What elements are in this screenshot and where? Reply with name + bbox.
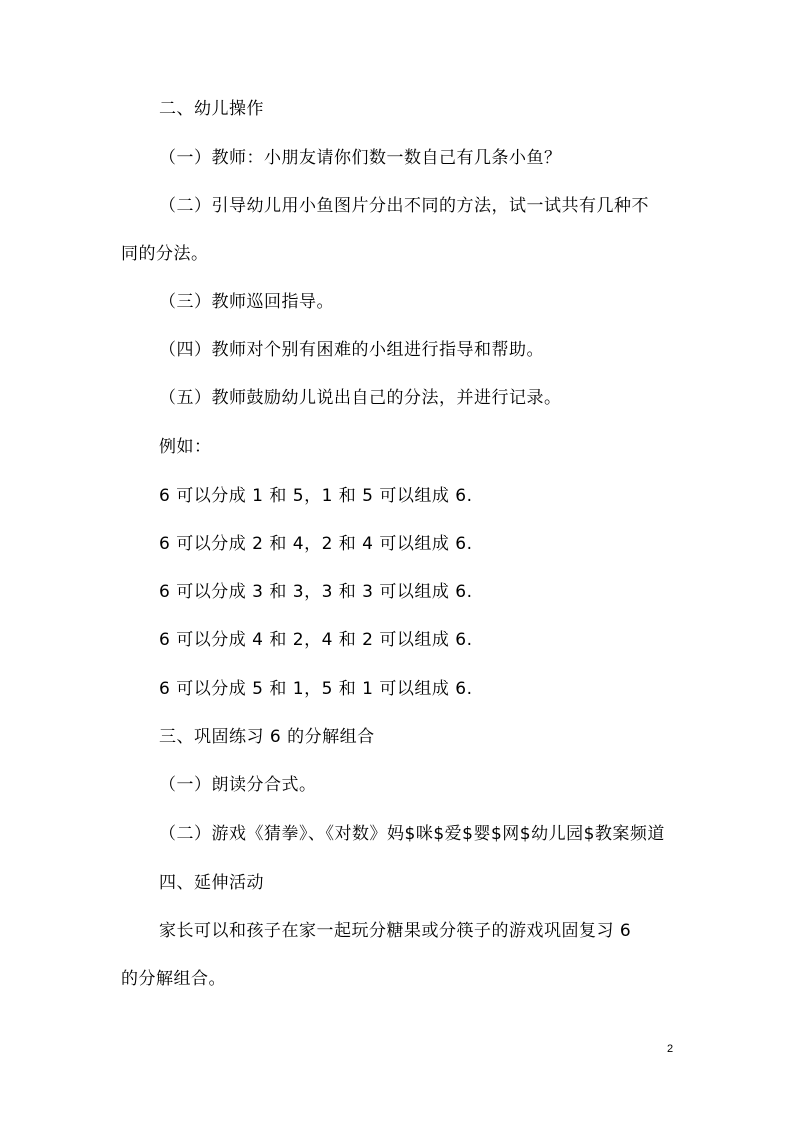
paragraph: 例如： bbox=[159, 437, 212, 457]
paragraph: （一）教师：小朋友请你们数一数自己有几条小鱼？ bbox=[159, 148, 562, 168]
section-heading-4: 四、延伸活动 bbox=[159, 873, 264, 893]
paragraph-continuation: 的分解组合。 bbox=[121, 969, 226, 989]
paragraph-continuation: 同的分法。 bbox=[121, 244, 209, 264]
example-line: 6 可以分成 1 和 5，1 和 5 可以组成 6. bbox=[159, 486, 473, 506]
paragraph: （五）教师鼓励幼儿说出自己的分法，并进行记录。 bbox=[159, 388, 562, 408]
example-line: 6 可以分成 2 和 4，2 和 4 可以组成 6. bbox=[159, 534, 473, 554]
section-heading-2: 二、幼儿操作 bbox=[159, 99, 264, 119]
paragraph: （一）朗读分合式。 bbox=[159, 775, 317, 795]
paragraph: （二）游戏《猜拳》、《对数》妈$咪$爱$婴$网$幼儿园$教案频道 bbox=[159, 824, 665, 844]
example-line: 6 可以分成 4 和 2，4 和 2 可以组成 6. bbox=[159, 630, 473, 650]
example-line: 6 可以分成 3 和 3，3 和 3 可以组成 6. bbox=[159, 582, 473, 602]
section-heading-3: 三、巩固练习 6 的分解组合 bbox=[159, 727, 375, 747]
page-number: 2 bbox=[667, 1043, 674, 1055]
paragraph: （四）教师对个别有困难的小组进行指导和帮助。 bbox=[159, 340, 544, 360]
paragraph: （三）教师巡回指导。 bbox=[159, 292, 334, 312]
paragraph: （二）引导幼儿用小鱼图片分出不同的方法，试一试共有几种不 bbox=[159, 196, 649, 216]
paragraph: 家长可以和孩子在家一起玩分糖果或分筷子的游戏巩固复习 6 bbox=[159, 921, 632, 941]
example-line: 6 可以分成 5 和 1，5 和 1 可以组成 6. bbox=[159, 679, 473, 699]
